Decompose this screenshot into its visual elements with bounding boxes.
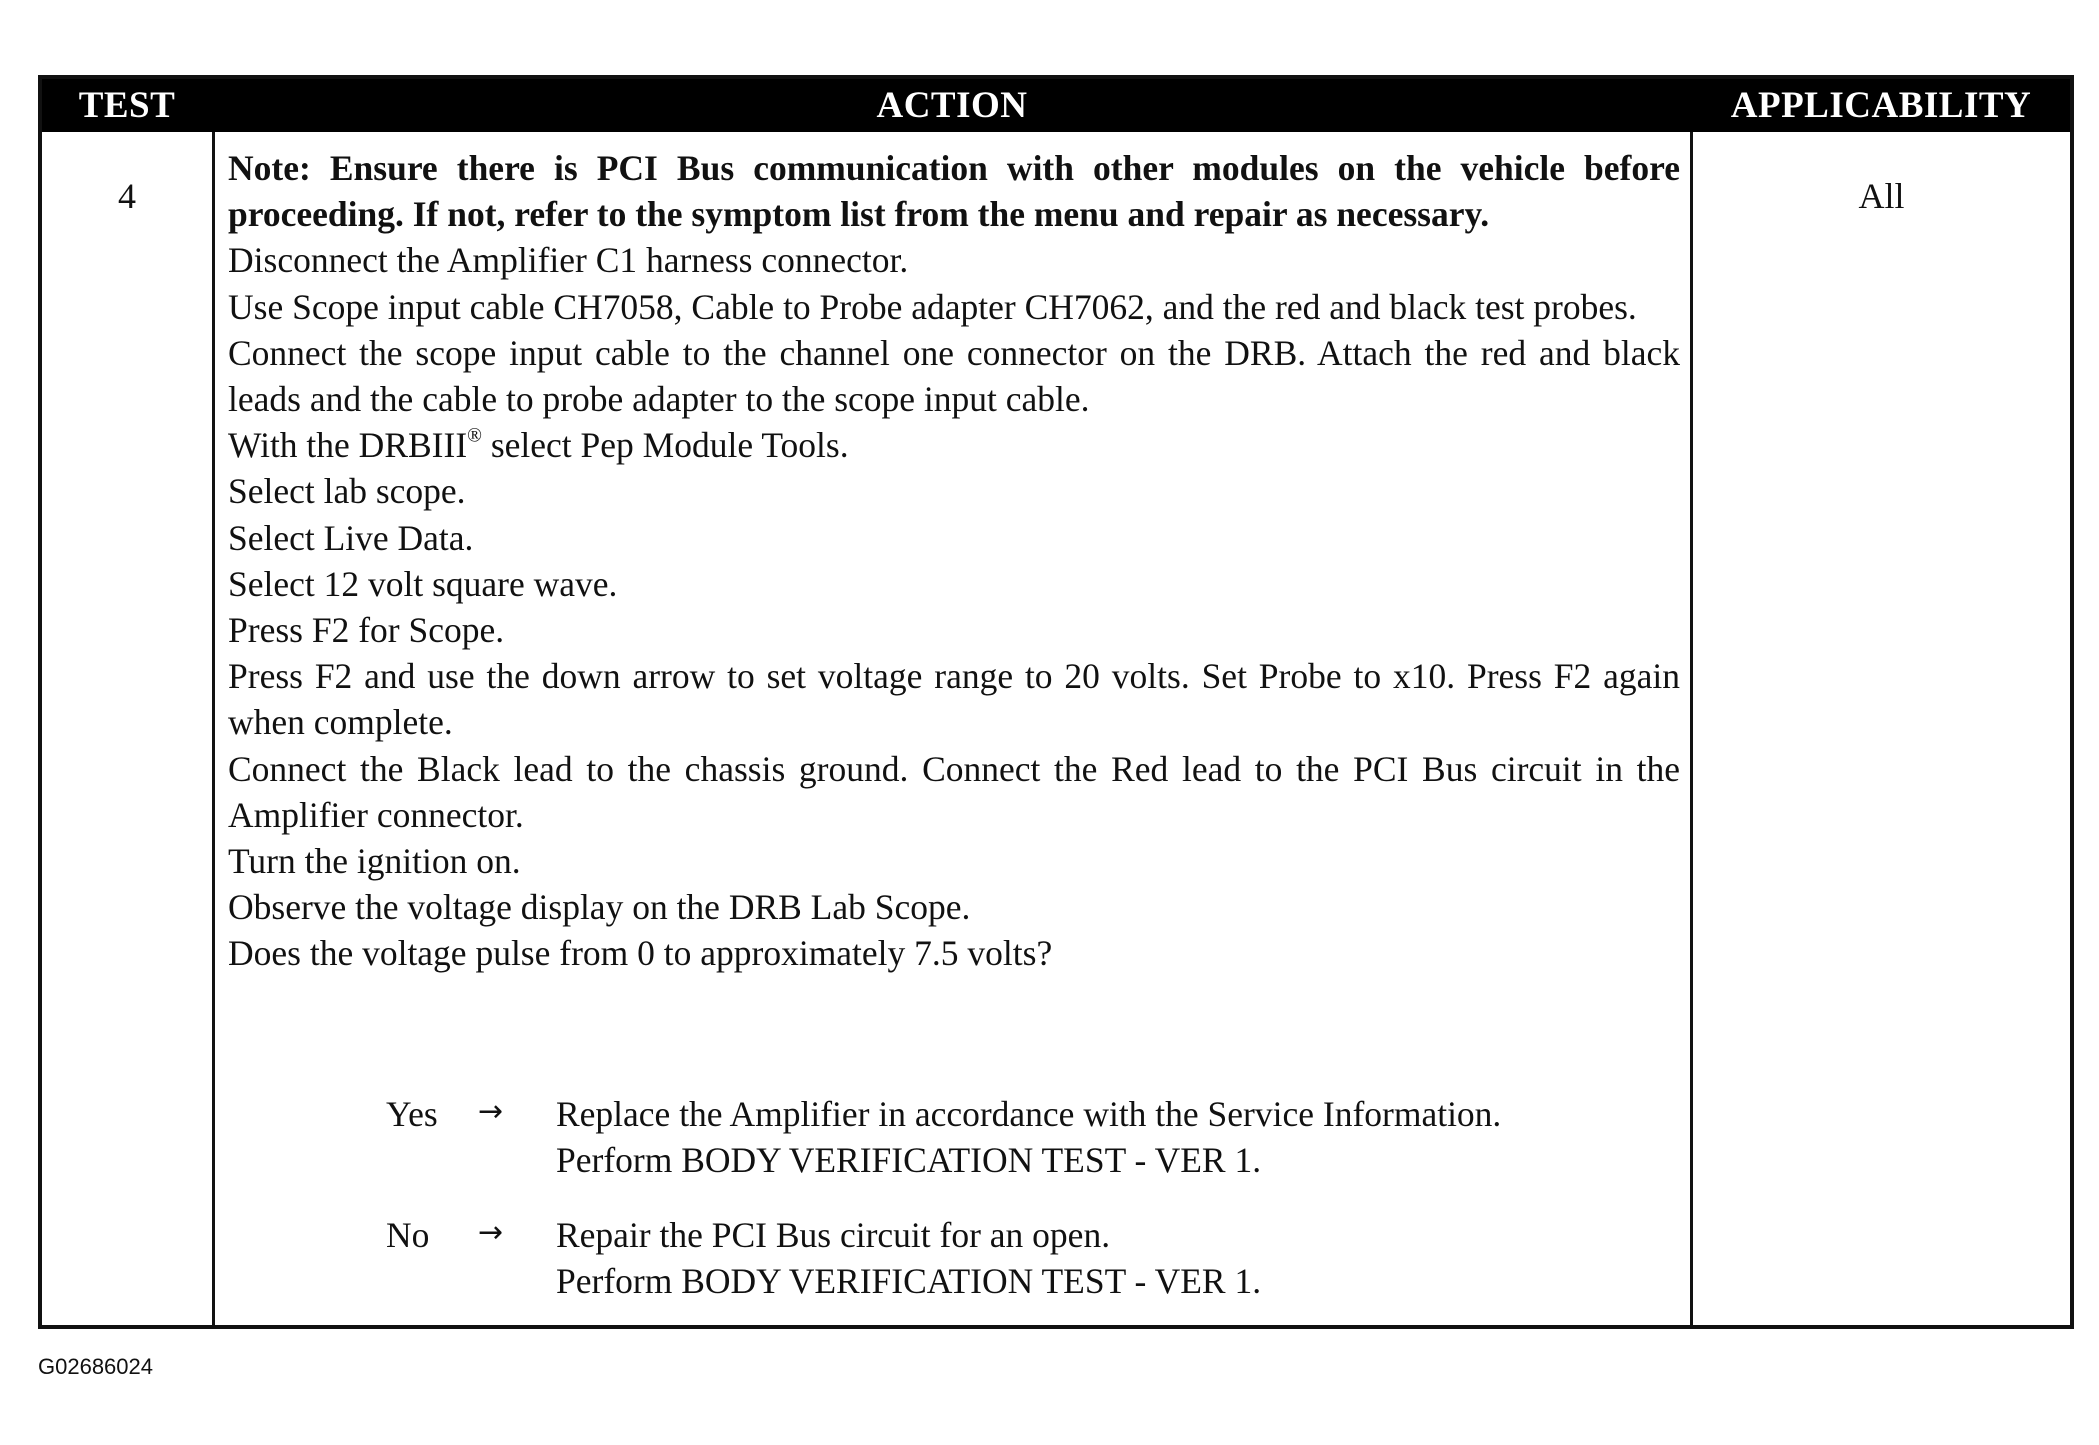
action-step-9: Press F2 and use the down arrow to set voltage range to 20 volts. Set Probe to x10. Press F2 again when complete.	[228, 656, 1680, 743]
action-step-10: Connect the Black lead to the chassis ground. Connect the Red lead to the PCI Bus circuit in the Amplifier connector.	[228, 748, 1680, 835]
action-step-8: Press F2 for Scope.	[228, 610, 505, 651]
applicability-value: All	[1858, 176, 1905, 216]
header-applicability: APPLICABILITY	[1730, 85, 2032, 126]
drb-step-text: select Pep Module Tools.	[490, 425, 849, 466]
answer-no-line-2: Perform BODY VERIFICATION TEST - VER 1.	[556, 1261, 1262, 1301]
answer-no-label: No	[386, 1215, 430, 1255]
column-divider-action-applicability	[1690, 132, 1693, 1325]
figure-id: G02686024	[38, 1354, 153, 1379]
answer-no-line-1: Repair the PCI Bus circuit for an open.	[556, 1215, 1111, 1255]
action-step-3: Connect the scope input cable to the channel one connector on the DRB. Attach the red and black leads and the cable to probe adapter to the scope input cable.	[228, 332, 1680, 420]
right-arrow-icon: →	[478, 1094, 504, 1129]
action-step-6: Select Live Data.	[228, 517, 474, 558]
action-step-11: Turn the ignition on.	[228, 841, 521, 882]
answer-yes-text	[556, 1091, 1501, 1183]
action-step-2: Use Scope input cable CH7058, Cable to Probe adapter CH7062, and the red and black test probes.	[228, 286, 1637, 327]
table-header-row	[42, 79, 2070, 132]
answer-no-text	[556, 1212, 1261, 1304]
action-step-1: Disconnect the Amplifier C1 harness connector.	[228, 240, 909, 281]
drb-step-prefix: With the DRBIII	[228, 425, 468, 466]
action-step-7: Select 12 volt square wave.	[228, 563, 618, 604]
action-step-13: Does the voltage pulse from 0 to approximately 7.5 volts?	[228, 933, 1053, 974]
answer-list	[228, 1091, 1688, 1333]
test-number: 4	[118, 176, 136, 216]
diagnostic-test-table	[38, 75, 2074, 1329]
answer-no	[228, 1212, 1688, 1304]
action-note: Note: Ensure there is PCI Bus communication with other modules on the vehicle before proceeding. If not, refer to the symptom list from the menu and repair as necessary.	[228, 148, 1680, 235]
header-action: ACTION	[876, 85, 1028, 126]
action-cell	[228, 145, 1680, 977]
answer-yes	[228, 1091, 1688, 1183]
action-step-4	[228, 422, 1680, 468]
header-test: TEST	[78, 85, 176, 126]
registered-mark: ®	[467, 425, 482, 447]
action-step-12: Observe the voltage display on the DRB Lab Scope.	[228, 887, 971, 928]
answer-yes-line-1: Replace the Amplifier in accordance with the Service Information.	[556, 1094, 1502, 1134]
answer-yes-line-2: Perform BODY VERIFICATION TEST - VER 1.	[556, 1140, 1262, 1180]
action-step-5: Select lab scope.	[228, 471, 466, 512]
answer-yes-label: Yes	[386, 1094, 438, 1134]
right-arrow-icon: →	[478, 1215, 504, 1250]
column-divider-test-action	[212, 132, 215, 1325]
